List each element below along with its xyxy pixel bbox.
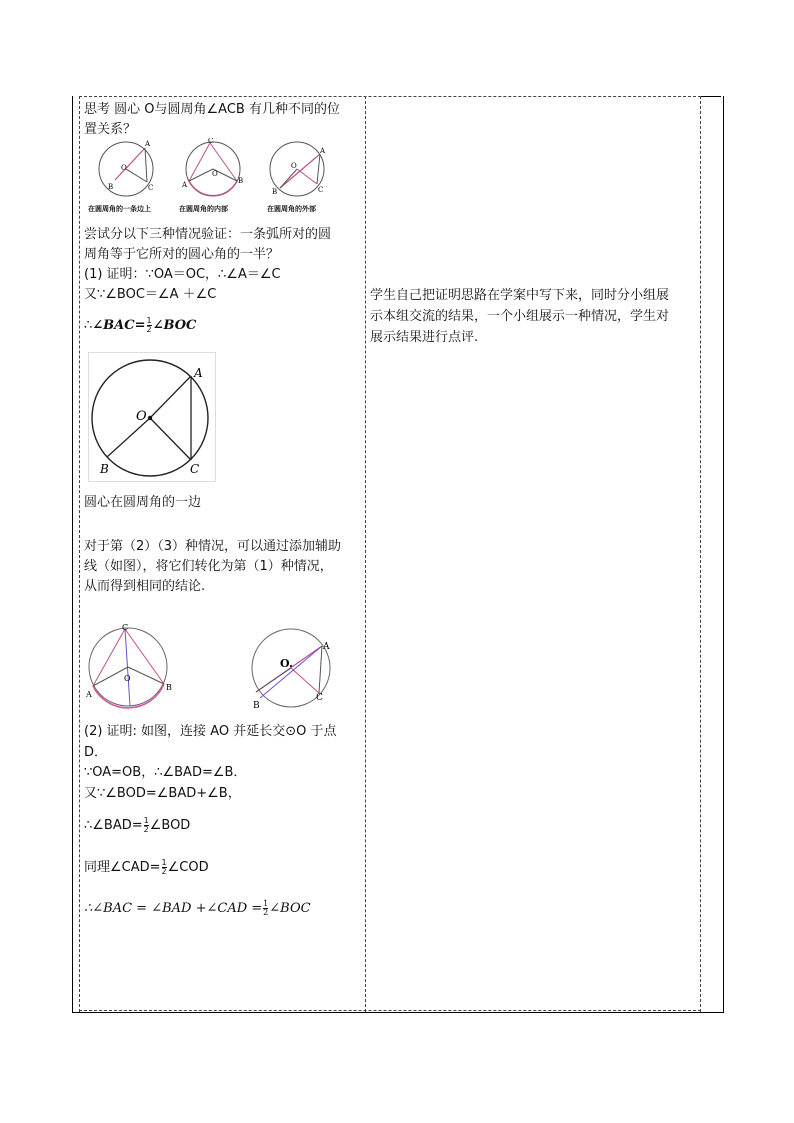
figure-on-side: [99, 140, 153, 196]
pt-label: B: [108, 183, 114, 191]
case2-figure: [84, 624, 184, 714]
math-expr: 同理∠CAD=: [84, 860, 161, 875]
frac-num: 1: [143, 816, 149, 825]
fraction-half: [263, 900, 268, 917]
proof2-final: [84, 899, 311, 919]
math-expr: ∴∠BAC = ∠BAD +∠CAD =: [84, 901, 263, 916]
figure-inside: [181, 138, 243, 196]
aux-line1: 对于第（2）（3）种情况，可以通过添加辅助: [84, 539, 342, 554]
caption-on-side: 在圆周角的一条边上: [88, 205, 151, 213]
pt-label: B: [253, 701, 260, 711]
proof1-conclusion: [84, 316, 196, 336]
pt-label: C: [318, 186, 324, 194]
pt-label: C: [122, 624, 129, 632]
try-line1: 尝试分以下三种情况验证：一条弧所对的圆: [84, 227, 332, 242]
math-expr: ∠BAC: [92, 318, 135, 333]
proof1-line2: 又∵∠BOC＝∠A ＋∠C: [84, 287, 217, 302]
frac-den: 2: [146, 325, 152, 334]
think-question-line2: 置关系？: [84, 122, 137, 137]
right-line1: 学生自己把证明思路在学案中写下来，同时分小组展: [370, 288, 670, 303]
table-column-divider: [365, 96, 366, 1012]
pt-label: C: [208, 138, 214, 145]
frac-num: 1: [161, 858, 167, 867]
pt-label: A: [323, 642, 330, 652]
math-expr: ∠BOC: [152, 318, 197, 333]
pt-label: C: [148, 184, 154, 192]
pt-label: O: [212, 170, 218, 178]
pt-label: C: [190, 462, 200, 476]
three-position-figures: [90, 138, 340, 200]
proof2-line4: 又∵∠BOD=∠BAD+∠B，: [84, 786, 241, 801]
table-right-column: [701, 96, 721, 1013]
case1-caption: 圆心在圆周角的一边: [84, 495, 202, 510]
proof2-line2: D．: [84, 745, 108, 760]
pt-label: A: [320, 147, 326, 155]
table-top-border: [79, 96, 701, 97]
math-eq: =: [134, 318, 146, 333]
pt-label: C: [316, 693, 323, 703]
pt-label: B: [100, 462, 109, 476]
case3-figure: [246, 626, 356, 712]
proof2-line1: (2) 证明: 如图，连接 AO 并延长交⊙O 于点: [84, 724, 337, 739]
pt-label: B: [272, 188, 278, 196]
pt-label: O: [291, 162, 297, 170]
right-line2: 示本组交流的结果，一个小组展示一种情况，学生对: [370, 309, 670, 324]
right-line3: 展示结果进行点评.: [370, 330, 479, 345]
aux-line3: 从而得到相同的结论.: [84, 579, 206, 594]
pt-label: A: [145, 140, 151, 148]
pt-label: O: [124, 674, 131, 683]
therefore-symbol: ∴: [84, 318, 93, 333]
case1-figure: [88, 352, 216, 482]
pt-label: B: [238, 177, 244, 185]
fraction-half: [144, 817, 149, 834]
caption-inside: 在圆周角的内部: [179, 205, 228, 213]
pt-label: A: [194, 366, 203, 380]
figure-outside: [270, 142, 326, 196]
caption-outside: 在圆周角的外部: [267, 205, 316, 213]
pt-label: O: [121, 164, 127, 172]
frac-den: 2: [161, 867, 167, 876]
frac-num: 1: [146, 316, 152, 325]
proof2-line3: ∵OA=OB，∴∠BAD=∠B．: [84, 765, 247, 780]
frac-den: 2: [263, 908, 269, 917]
frac-den: 2: [143, 825, 149, 834]
math-expr: ∠BOC: [269, 901, 311, 916]
pt-label: B: [166, 683, 172, 692]
proof1-line1: (1) 证明：∵OA＝OC，∴∠A＝∠C: [84, 267, 281, 282]
math-expr: ∠COD: [167, 860, 209, 875]
fraction-half: [147, 317, 152, 334]
aux-line2: 线（如图），将它们转化为第（1）种情况，: [84, 559, 333, 574]
think-question-line1: 思考 圆心 O与圆周角∠ACB 有几种不同的位: [84, 102, 340, 117]
try-line2: 周角等于它所对的圆心角的一半？: [84, 247, 280, 262]
frac-num: 1: [263, 899, 269, 908]
proof2-line6: [84, 858, 209, 878]
pt-label: A: [182, 181, 188, 189]
math-expr: ∠BOD: [149, 818, 191, 833]
math-expr: ∴∠BAD=: [84, 818, 143, 833]
pt-label: O.: [280, 657, 293, 670]
proof2-line5: [84, 816, 190, 836]
pt-label: A: [86, 690, 92, 699]
fraction-half: [162, 859, 167, 876]
table-inner-left-border: [79, 96, 80, 1012]
table-bottom-border: [79, 1010, 701, 1011]
pt-label: O: [136, 409, 147, 424]
